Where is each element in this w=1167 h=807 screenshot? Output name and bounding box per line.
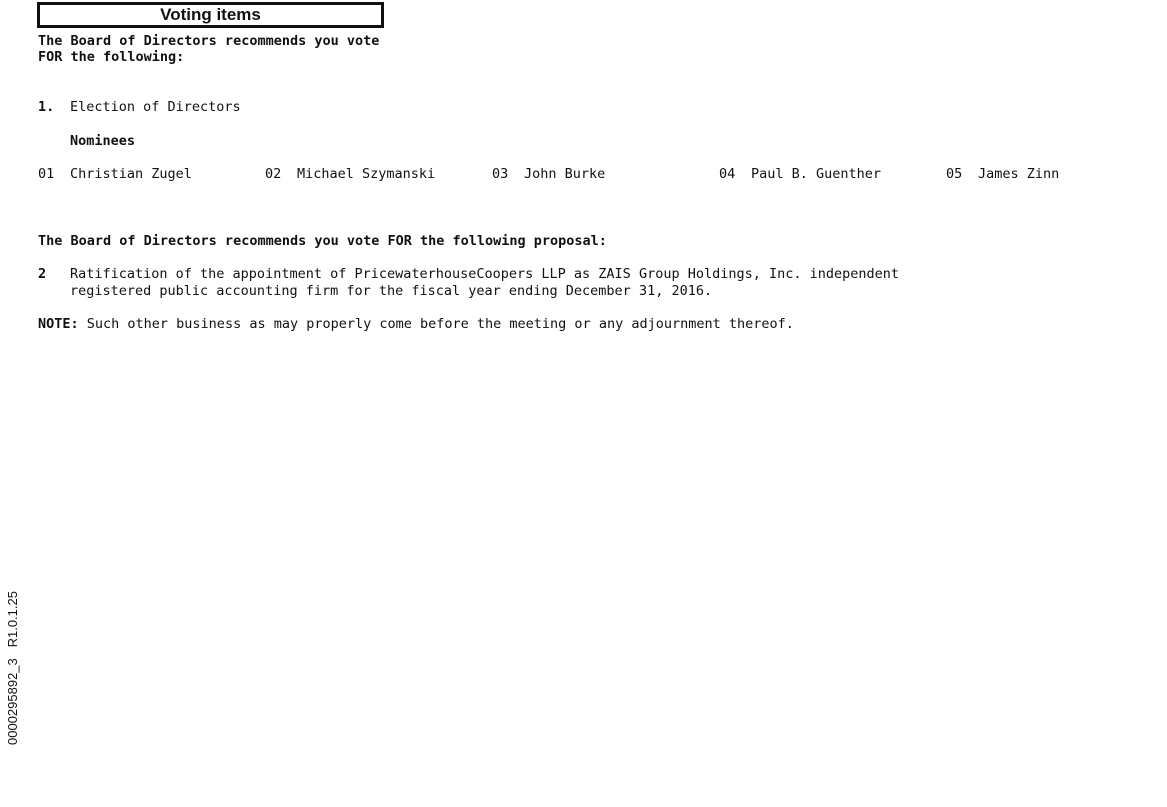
document-control-code: 0000295892_3 R1.0.1.25 xyxy=(5,591,20,745)
note-label: NOTE: xyxy=(38,316,79,332)
nominee-number: 03 xyxy=(492,166,509,182)
nominee-number: 02 xyxy=(265,166,282,182)
recommendation-line-1: The Board of Directors recommends you vote xyxy=(38,33,380,49)
voting-items-title: Voting items xyxy=(37,2,384,28)
nominee-number: 04 xyxy=(719,166,736,182)
nominee-name: Michael Szymanski xyxy=(297,166,436,182)
nominee-name: Paul B. Guenther xyxy=(751,166,882,182)
item-2-line-2: registered public accounting firm for the fiscal year ending December 31, 2016. xyxy=(70,283,713,299)
proposal-recommendation: The Board of Directors recommends you vote FOR the following proposal: xyxy=(38,233,607,249)
recommendation-line-2: FOR the following: xyxy=(38,49,185,65)
nominees-heading: Nominees xyxy=(70,133,136,149)
nominee-number: 01 xyxy=(38,166,55,182)
item-2-line-1: Ratification of the appointment of PricewaterhouseCoopers LLP as ZAIS Group Holdings, Inc. independent xyxy=(70,266,900,282)
nominee-name: Christian Zugel xyxy=(70,166,192,182)
note-text: Such other business as may properly come before the meeting or any adjournment thereof. xyxy=(78,316,794,332)
item-1-label: Election of Directors xyxy=(70,99,241,115)
item-2-number: 2 xyxy=(38,266,47,282)
nominee-name: John Burke xyxy=(524,166,606,182)
item-1-number: 1. xyxy=(38,99,55,115)
note xyxy=(38,316,794,333)
nominee-number: 05 xyxy=(946,166,963,182)
nominee-name: James Zinn xyxy=(978,166,1060,182)
